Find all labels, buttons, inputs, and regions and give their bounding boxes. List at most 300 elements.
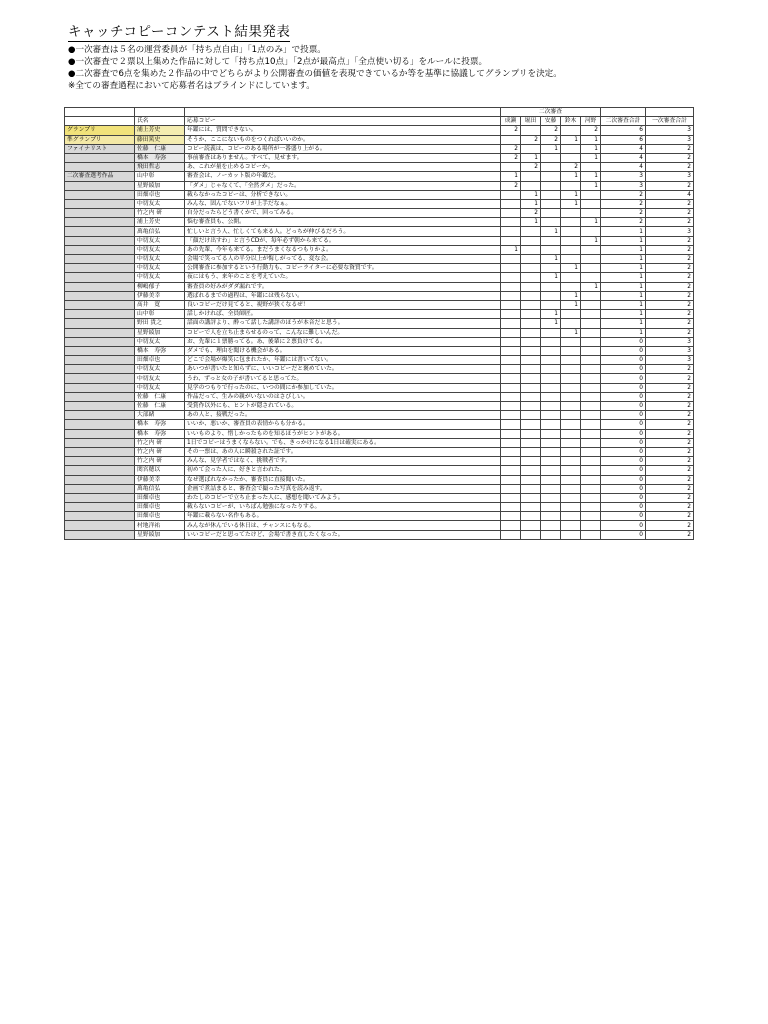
vote-cell	[521, 429, 541, 438]
vote-cell	[581, 300, 601, 309]
name-cell: 中切友太	[135, 337, 185, 346]
first-total-cell: 2	[646, 438, 694, 447]
vote-cell	[561, 392, 581, 401]
vote-cell	[521, 411, 541, 420]
table-row	[65, 521, 694, 530]
vote-cell	[541, 447, 561, 456]
vote-cell	[541, 291, 561, 300]
vote-cell: 2	[501, 144, 521, 153]
first-total-cell: 2	[646, 466, 694, 475]
vote-cell	[521, 438, 541, 447]
vote-cell	[581, 310, 601, 319]
table-row	[65, 255, 694, 264]
second-total-cell: 1	[601, 291, 646, 300]
vote-cell	[501, 190, 521, 199]
copy-cell: あ、これが量を止めるコピーか。	[185, 163, 501, 172]
vote-cell	[561, 402, 581, 411]
name-cell: 竹之内 研	[135, 457, 185, 466]
first-total-cell: 2	[646, 447, 694, 456]
category-cell	[65, 153, 135, 162]
vote-cell	[521, 227, 541, 236]
name-cell: 佐藤 仁康	[135, 144, 185, 153]
category-cell	[65, 475, 135, 484]
category-cell	[65, 218, 135, 227]
copy-cell: みんな、固んでないフリが上手だなぁ。	[185, 199, 501, 208]
table-row	[65, 457, 694, 466]
category-cell	[65, 236, 135, 245]
vote-cell: 1	[501, 245, 521, 254]
column-header-row	[65, 117, 694, 126]
note-line: ※全ての審査過程において応募者名はブラインドにしています。	[68, 81, 315, 91]
table-row	[65, 181, 694, 190]
vote-cell	[501, 282, 521, 291]
vote-cell	[561, 447, 581, 456]
vote-cell	[581, 457, 601, 466]
copy-cell: お、先輩に１票勝ってる。あ、後輩に２票負けてる。	[185, 337, 501, 346]
vote-cell	[541, 429, 561, 438]
vote-cell	[581, 411, 601, 420]
vote-cell	[501, 319, 521, 328]
vote-cell	[521, 402, 541, 411]
name-cell: 山中彰	[135, 172, 185, 181]
vote-cell: 1	[541, 310, 561, 319]
column-header: 河野	[581, 117, 601, 126]
results-table	[64, 107, 694, 540]
column-header: 一次審査合計	[646, 117, 694, 126]
vote-cell	[581, 503, 601, 512]
category-cell	[65, 411, 135, 420]
name-cell: 橋本 寿弥	[135, 420, 185, 429]
second-total-cell: 1	[601, 319, 646, 328]
vote-cell	[561, 457, 581, 466]
copy-cell: 悩む審査員も、公開。	[185, 218, 501, 227]
second-total-cell: 0	[601, 346, 646, 355]
vote-cell	[541, 209, 561, 218]
second-total-cell: 0	[601, 392, 646, 401]
vote-cell	[521, 530, 541, 539]
category-cell	[65, 530, 135, 539]
vote-cell: 1	[581, 282, 601, 291]
copy-cell: 載らないコピーが、いちばん勉強になったりする。	[185, 503, 501, 512]
vote-cell	[541, 475, 561, 484]
second-total-cell: 0	[601, 484, 646, 493]
vote-cell	[501, 420, 521, 429]
second-total-cell: 0	[601, 374, 646, 383]
second-total-cell: 0	[601, 337, 646, 346]
table-row	[65, 199, 694, 208]
vote-cell	[581, 356, 601, 365]
first-total-cell: 2	[646, 245, 694, 254]
category-cell	[65, 466, 135, 475]
first-total-cell: 2	[646, 236, 694, 245]
copy-cell: 「顔だけ出すわ」と言うCDが、毎年必ず朝から来てる。	[185, 236, 501, 245]
vote-cell	[561, 310, 581, 319]
vote-cell	[521, 457, 541, 466]
vote-cell: 2	[521, 209, 541, 218]
vote-cell	[501, 512, 521, 521]
vote-cell	[521, 447, 541, 456]
second-total-cell: 1	[601, 245, 646, 254]
vote-cell	[581, 209, 601, 218]
column-header: 二次審査合計	[601, 117, 646, 126]
vote-cell	[501, 227, 521, 236]
vote-cell	[581, 319, 601, 328]
vote-cell: 2	[541, 126, 561, 135]
table-row	[65, 512, 694, 521]
category-cell	[65, 402, 135, 411]
category-cell	[65, 255, 135, 264]
copy-cell: そうか、ここにないものをつくればいいのか。	[185, 135, 501, 144]
vote-cell	[521, 328, 541, 337]
table-row	[65, 466, 694, 475]
vote-cell	[561, 245, 581, 254]
second-total-cell: 1	[601, 328, 646, 337]
category-cell	[65, 420, 135, 429]
vote-cell	[561, 346, 581, 355]
vote-cell	[541, 438, 561, 447]
vote-cell	[501, 209, 521, 218]
name-cell: 関宮穂以	[135, 466, 185, 475]
vote-cell	[561, 493, 581, 502]
vote-cell	[521, 282, 541, 291]
vote-cell: 1	[541, 255, 561, 264]
table-row	[65, 227, 694, 236]
vote-cell	[581, 512, 601, 521]
copy-cell: 受賞作以外にも、ヒントが隠されている。	[185, 402, 501, 411]
name-cell: 野田 貴之	[135, 319, 185, 328]
vote-cell	[561, 209, 581, 218]
vote-cell: 1	[561, 264, 581, 273]
vote-cell	[561, 218, 581, 227]
table-row	[65, 218, 694, 227]
second-total-cell: 0	[601, 411, 646, 420]
vote-cell	[541, 457, 561, 466]
first-total-cell: 2	[646, 374, 694, 383]
name-cell: 中切友太	[135, 236, 185, 245]
second-total-cell: 1	[601, 227, 646, 236]
vote-cell	[501, 457, 521, 466]
second-total-cell: 0	[601, 429, 646, 438]
vote-cell	[541, 365, 561, 374]
second-total-cell: 2	[601, 218, 646, 227]
first-total-cell: 2	[646, 273, 694, 282]
name-cell: 中切友太	[135, 374, 185, 383]
name-cell: 浦上芳史	[135, 126, 185, 135]
vote-cell	[541, 420, 561, 429]
table-row	[65, 209, 694, 218]
vote-cell	[501, 199, 521, 208]
table-row	[65, 264, 694, 273]
first-total-cell: 2	[646, 282, 694, 291]
table-row	[65, 126, 694, 135]
name-cell: 浦上芳史	[135, 218, 185, 227]
table-row	[65, 291, 694, 300]
vote-cell	[541, 503, 561, 512]
vote-cell	[581, 530, 601, 539]
vote-cell	[521, 346, 541, 355]
category-cell	[65, 209, 135, 218]
second-total-cell: 1	[601, 310, 646, 319]
first-total-cell: 2	[646, 328, 694, 337]
copy-cell: 初めて会った人に、好きと言われた。	[185, 466, 501, 475]
vote-cell	[581, 374, 601, 383]
table-row	[65, 310, 694, 319]
table-row	[65, 144, 694, 153]
vote-cell	[581, 521, 601, 530]
first-total-cell: 4	[646, 190, 694, 199]
table-row	[65, 484, 694, 493]
vote-cell	[521, 144, 541, 153]
vote-cell	[521, 310, 541, 319]
vote-cell	[581, 484, 601, 493]
copy-cell: わたしのコピーで立ち止まった人に、感想を聞いてみよう。	[185, 493, 501, 502]
vote-cell	[581, 438, 601, 447]
vote-cell	[501, 163, 521, 172]
vote-cell	[581, 245, 601, 254]
name-cell: 中切友太	[135, 199, 185, 208]
copy-cell: 載らなかったコピーは、分析できない。	[185, 190, 501, 199]
vote-cell	[541, 218, 561, 227]
table-row	[65, 190, 694, 199]
table-row	[65, 245, 694, 254]
vote-cell	[581, 392, 601, 401]
category-cell	[65, 199, 135, 208]
category-cell	[65, 365, 135, 374]
name-cell: 中切友太	[135, 255, 185, 264]
copy-cell: 夜にはもう、来年のことを考えていた。	[185, 273, 501, 282]
first-total-cell: 2	[646, 255, 694, 264]
second-total-cell: 3	[601, 181, 646, 190]
copy-cell: 公開審査に参加するという行動力も、コピーライターに必要な資質です。	[185, 264, 501, 273]
copy-cell: コピーで人を立ち止まらせるのって、こんなに難しいんだ。	[185, 328, 501, 337]
vote-cell: 1	[561, 291, 581, 300]
vote-cell	[561, 484, 581, 493]
first-total-cell: 2	[646, 291, 694, 300]
name-cell: 中切友太	[135, 245, 185, 254]
vote-cell	[501, 273, 521, 282]
vote-cell: 2	[541, 135, 561, 144]
vote-cell	[581, 447, 601, 456]
name-cell: 中切友太	[135, 264, 185, 273]
vote-cell	[541, 356, 561, 365]
vote-cell: 1	[561, 190, 581, 199]
second-total-cell: 2	[601, 209, 646, 218]
vote-cell	[501, 365, 521, 374]
category-cell	[65, 190, 135, 199]
vote-cell	[581, 383, 601, 392]
vote-cell	[521, 273, 541, 282]
category-cell	[65, 181, 135, 190]
vote-cell	[541, 181, 561, 190]
note-line: ●一次審査で２票以上集めた作品に対して「持ち点10点」「2点が最高点」「全点使い切る」をルールに投票。	[68, 57, 488, 67]
vote-cell	[581, 402, 601, 411]
vote-cell	[501, 218, 521, 227]
vote-cell	[501, 447, 521, 456]
second-total-cell: 4	[601, 153, 646, 162]
copy-cell: どこで会場が爆笑に包まれたか、年鑑には書いてない。	[185, 356, 501, 365]
vote-cell	[501, 503, 521, 512]
vote-cell	[501, 255, 521, 264]
category-cell	[65, 319, 135, 328]
first-total-cell: 2	[646, 402, 694, 411]
vote-cell	[501, 438, 521, 447]
copy-cell: いいか、悪いか、審査員の表情からも分かる。	[185, 420, 501, 429]
vote-cell: 1	[521, 218, 541, 227]
vote-cell	[541, 199, 561, 208]
vote-cell	[521, 475, 541, 484]
name-cell: 山中彰	[135, 310, 185, 319]
note-line: ●一次審査は５名の運営委員が「持ち点自由」「1点のみ」で投票。	[68, 45, 326, 55]
vote-cell: 1	[561, 172, 581, 181]
copy-cell: あいつが書いたと知らずに、いいコピーだと褒めていた。	[185, 365, 501, 374]
vote-cell: 1	[561, 328, 581, 337]
table-row	[65, 420, 694, 429]
vote-cell	[561, 429, 581, 438]
name-cell: 村地洋祐	[135, 521, 185, 530]
first-total-cell: 2	[646, 475, 694, 484]
second-total-cell: 1	[601, 236, 646, 245]
copy-cell: 年鑑には、質問できない。	[185, 126, 501, 135]
vote-cell	[521, 264, 541, 273]
vote-cell	[581, 163, 601, 172]
vote-cell	[561, 126, 581, 135]
second-total-cell: 0	[601, 438, 646, 447]
vote-cell: 1	[581, 153, 601, 162]
first-total-cell: 2	[646, 264, 694, 273]
first-total-cell: 2	[646, 512, 694, 521]
name-cell: 大部緒	[135, 411, 185, 420]
first-total-cell: 2	[646, 199, 694, 208]
column-header: 氏名	[135, 117, 185, 126]
table-row	[65, 438, 694, 447]
vote-cell: 1	[581, 172, 601, 181]
first-total-cell: 2	[646, 503, 694, 512]
vote-cell	[501, 310, 521, 319]
vote-cell	[541, 402, 561, 411]
vote-cell	[581, 365, 601, 374]
vote-cell	[581, 475, 601, 484]
first-total-cell: 3	[646, 356, 694, 365]
category-cell	[65, 356, 135, 365]
vote-cell	[501, 135, 521, 144]
vote-cell	[561, 374, 581, 383]
copy-cell: あの先輩、今年も来てる。まだうまくなるつもりかよ。	[185, 245, 501, 254]
category-cell	[65, 438, 135, 447]
table-row	[65, 447, 694, 456]
category-cell	[65, 392, 135, 401]
category-cell	[65, 484, 135, 493]
category-cell	[65, 503, 135, 512]
vote-cell	[521, 365, 541, 374]
name-cell: 星野綾加	[135, 181, 185, 190]
vote-cell	[561, 337, 581, 346]
vote-cell	[561, 466, 581, 475]
vote-cell	[541, 411, 561, 420]
second-total-cell: 4	[601, 163, 646, 172]
vote-cell	[521, 245, 541, 254]
vote-cell: 1	[561, 199, 581, 208]
vote-cell: 1	[541, 144, 561, 153]
second-total-cell: 0	[601, 402, 646, 411]
vote-cell	[521, 181, 541, 190]
vote-cell	[581, 273, 601, 282]
vote-cell	[541, 466, 561, 475]
second-total-cell: 1	[601, 255, 646, 264]
vote-cell	[501, 493, 521, 502]
category-cell: グランプリ	[65, 126, 135, 135]
group-header: 二次審査	[501, 108, 601, 117]
vote-cell	[501, 328, 521, 337]
copy-cell: 自分だったらどう書くかで、回ってみる。	[185, 209, 501, 218]
first-total-cell: 2	[646, 493, 694, 502]
copy-cell: 会場で笑ってる人の半分以上が悔しがってる、変な会。	[185, 255, 501, 264]
category-cell: 二次審査選考作品	[65, 172, 135, 181]
category-cell	[65, 264, 135, 273]
vote-cell	[541, 282, 561, 291]
vote-cell	[581, 227, 601, 236]
second-total-cell: 0	[601, 420, 646, 429]
category-cell	[65, 273, 135, 282]
second-total-cell: 0	[601, 475, 646, 484]
first-total-cell: 2	[646, 530, 694, 539]
vote-cell: 1	[501, 172, 521, 181]
vote-cell	[581, 429, 601, 438]
vote-cell	[501, 337, 521, 346]
vote-cell	[581, 190, 601, 199]
table-row	[65, 300, 694, 309]
name-cell: 竹之内 研	[135, 438, 185, 447]
vote-cell	[501, 291, 521, 300]
vote-cell	[581, 199, 601, 208]
table-row	[65, 402, 694, 411]
vote-cell	[501, 466, 521, 475]
first-total-cell: 2	[646, 319, 694, 328]
vote-cell	[541, 328, 561, 337]
copy-cell: コピー読義は、コピーのある場所が一番盛り上がる。	[185, 144, 501, 153]
vote-cell	[521, 236, 541, 245]
vote-cell	[521, 337, 541, 346]
vote-cell	[561, 356, 581, 365]
vote-cell	[541, 163, 561, 172]
table-row	[65, 135, 694, 144]
first-total-cell: 2	[646, 153, 694, 162]
category-cell	[65, 291, 135, 300]
vote-cell	[521, 420, 541, 429]
vote-cell	[541, 245, 561, 254]
first-total-cell: 2	[646, 420, 694, 429]
note-line: ●二次審査で6点を集めた２作品の中でどちらがより公開審査の価値を表現できているか等を基準に協議してグランプリを決定。	[68, 69, 562, 79]
category-cell	[65, 282, 135, 291]
category-cell	[65, 346, 135, 355]
vote-cell	[521, 466, 541, 475]
name-cell: 髙井 寛	[135, 300, 185, 309]
second-total-cell: 0	[601, 356, 646, 365]
name-cell: 藤田篤史	[135, 135, 185, 144]
vote-cell	[561, 365, 581, 374]
vote-cell: 1	[581, 181, 601, 190]
category-cell	[65, 245, 135, 254]
vote-cell	[561, 144, 581, 153]
copy-cell: 選ばれるまでの過程は、年鑑には残らない。	[185, 291, 501, 300]
name-cell: 佐藤 仁康	[135, 392, 185, 401]
name-cell: 萬亀信弘	[135, 227, 185, 236]
vote-cell	[541, 392, 561, 401]
vote-cell: 1	[541, 319, 561, 328]
vote-cell	[561, 521, 581, 530]
table-row	[65, 328, 694, 337]
table-row	[65, 163, 694, 172]
copy-cell: 見学のつもりで行ったのに、いつの間にか参加していた。	[185, 383, 501, 392]
